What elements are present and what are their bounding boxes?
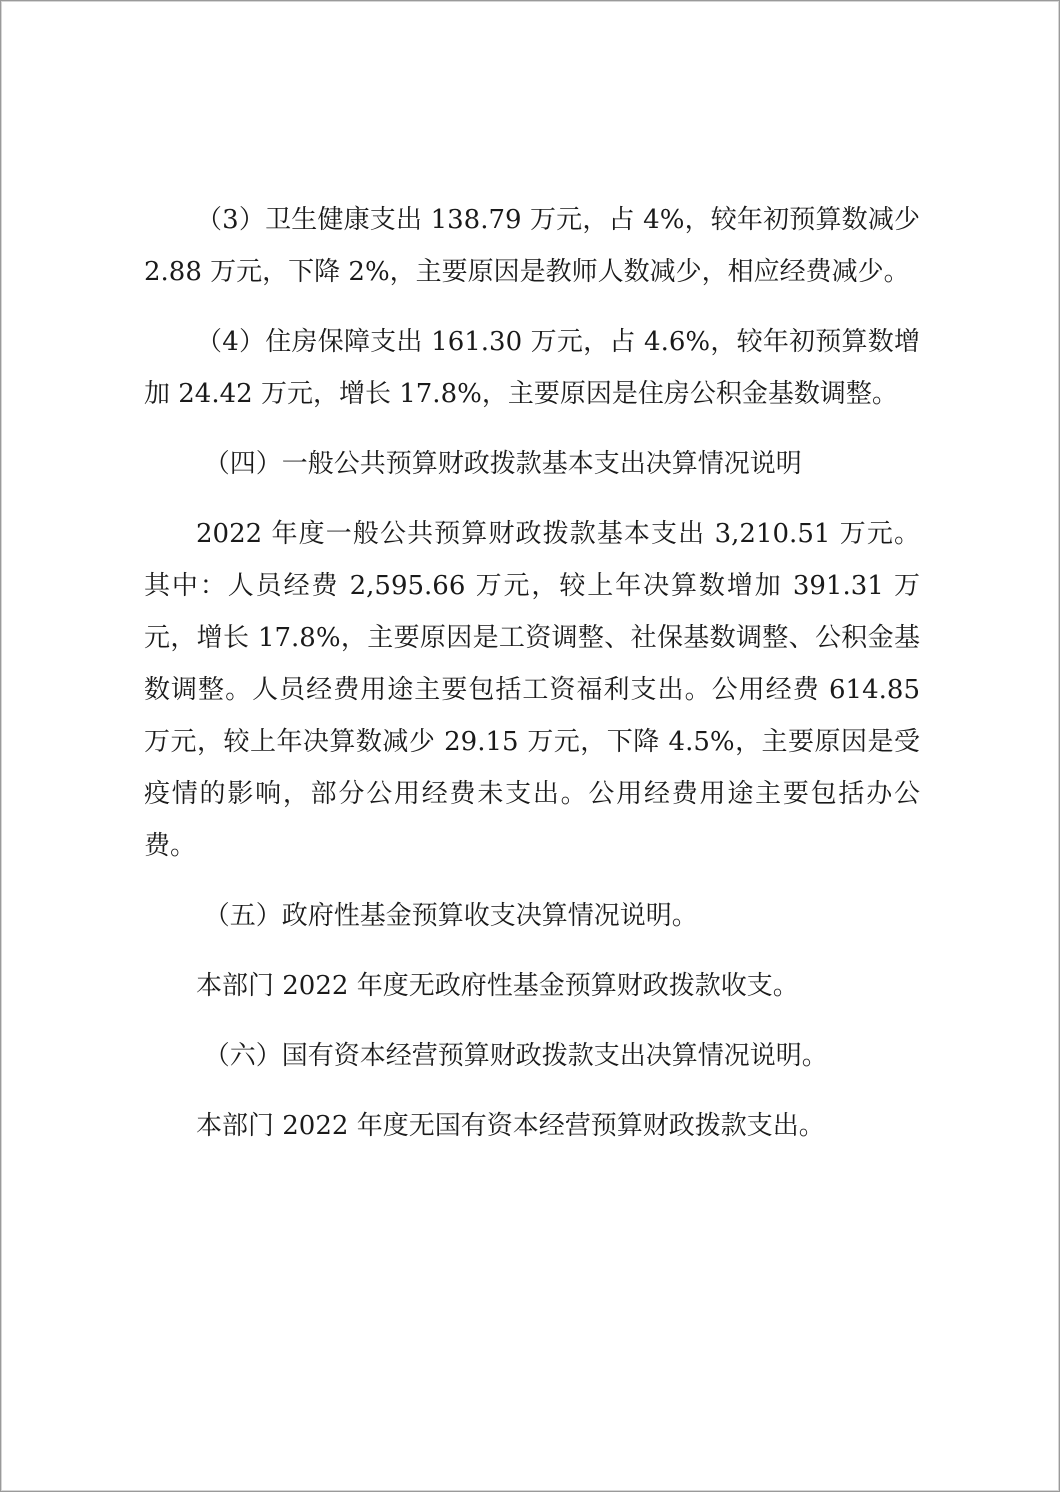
paragraph-basic-expenditure: 2022 年度一般公共预算财政拨款基本支出 3,210.51 万元。其中：人员经费 2,595.66 万元，较上年决算数增加 391.31 万元，增长 17.8%，主要原因是工资调整、社保基数调整、公积金基数调整。人员经费用途主要包括工资福利支出。公用经费 614.85 万元，较上年决算数减少 29.15 万元，下降 4.5%，主要原因是受疫情的影响，部分公用经费未支出。公用经费用途主要包括办公费。 <box>144 519 920 861</box>
paragraph-state-capital: 本部门 2022 年度无国有资本经营预算财政拨款支出。 <box>196 1111 825 1141</box>
document-body <box>144 194 920 1152</box>
section-heading-5: （五）政府性基金预算收支决算情况说明。 <box>203 901 698 931</box>
paragraph-health-expenditure: （3）卫生健康支出 138.79 万元，占 4%，较年初预算数减少 2.88 万元，下降 2%，主要原因是教师人数减少，相应经费减少。 <box>144 205 920 287</box>
paragraph-government-fund: 本部门 2022 年度无政府性基金预算财政拨款收支。 <box>196 971 799 1001</box>
section-heading-6: （六）国有资本经营预算财政拨款支出决算情况说明。 <box>203 1041 828 1071</box>
paragraph-housing-expenditure: （4）住房保障支出 161.30 万元，占 4.6%，较年初预算数增加 24.42 万元，增长 17.8%，主要原因是住房公积金基数调整。 <box>144 327 920 409</box>
section-heading-4: （四）一般公共预算财政拨款基本支出决算情况说明 <box>203 449 802 479</box>
